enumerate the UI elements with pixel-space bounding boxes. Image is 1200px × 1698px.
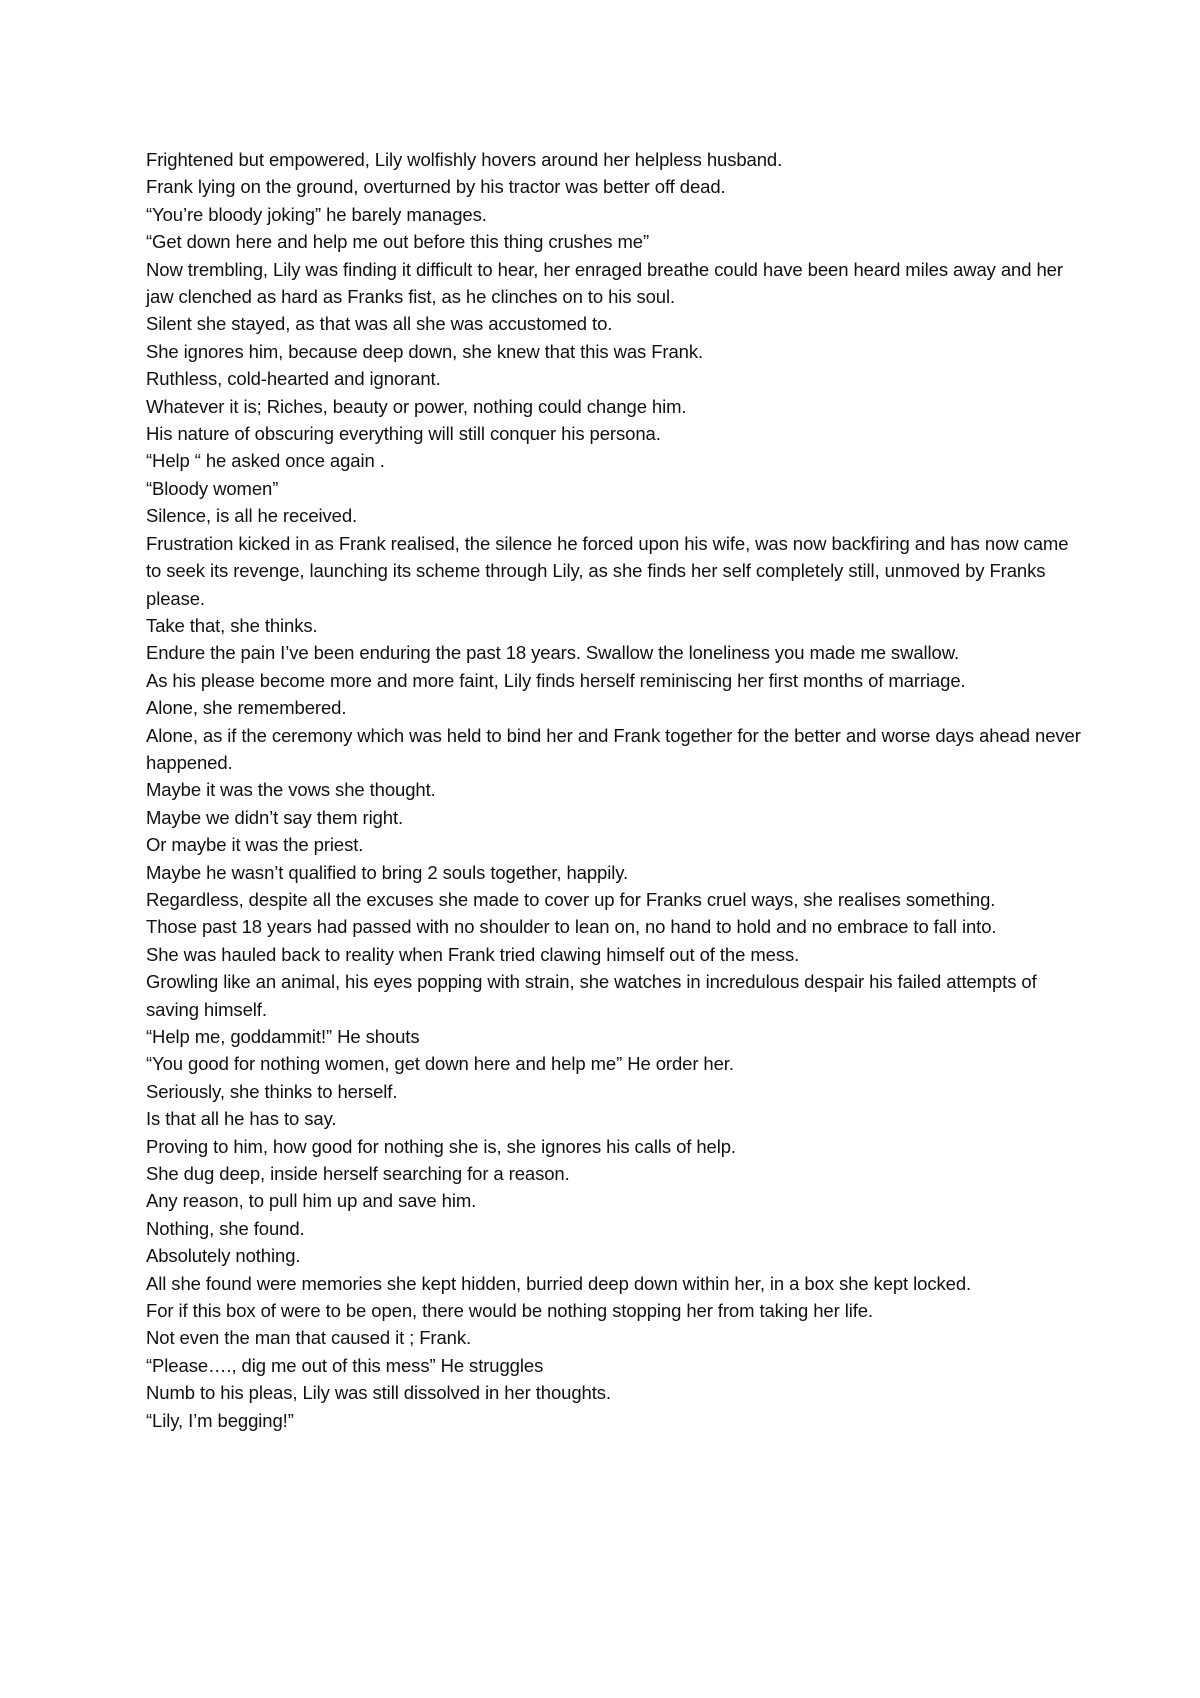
text-line: Proving to him, how good for nothing she is, she ignores his calls of help. <box>146 1135 736 1157</box>
text-line: Absolutely nothing. <box>146 1245 301 1267</box>
text-line: Any reason, to pull him up and save him. <box>146 1190 477 1212</box>
text-line: Frustration kicked in as Frank realised, the silence he forced upon his wife, was now backfiring and has now came to seek its revenge, launching its scheme through Lily, as she finds her self completely still, unmoved by Franks please. <box>146 532 1069 609</box>
text-line: “You’re bloody joking” he barely manages. <box>146 203 487 225</box>
text-line: Growling like an animal, his eyes popping with strain, she watches in incredulous despair his failed attempts of saving himself. <box>146 971 1037 1020</box>
text-line: She dug deep, inside herself searching for a reason. <box>146 1163 570 1185</box>
text-line: Seriously, she thinks to herself. <box>146 1080 398 1102</box>
text-line: Nothing, she found. <box>146 1217 305 1239</box>
text-line: “You good for nothing women, get down here and help me” He order her. <box>146 1053 734 1075</box>
text-line: Silence, is all he received. <box>146 505 358 527</box>
text-line: Maybe we didn’t say them right. <box>146 806 404 828</box>
text-line: Alone, as if the ceremony which was held to bind her and Frank together for the better and worse days ahead never happened. <box>146 724 1081 773</box>
text-line: Whatever it is; Riches, beauty or power, nothing could change him. <box>146 395 687 417</box>
text-line: Maybe he wasn’t qualified to bring 2 souls together, happily. <box>146 861 629 883</box>
text-line: His nature of obscuring everything will still conquer his persona. <box>146 423 661 445</box>
text-line: Alone, she remembered. <box>146 697 347 719</box>
text-line: Silent she stayed, as that was all she was accustomed to. <box>146 313 613 335</box>
text-line: All she found were memories she kept hidden, burried deep down within her, in a box she kept locked. <box>146 1272 972 1294</box>
text-line: “Help me, goddammit!” He shouts <box>146 1026 420 1047</box>
text-line: Maybe it was the vows she thought. <box>146 779 436 801</box>
text-line: Frank lying on the ground, overturned by his tractor was better off dead. <box>146 176 726 198</box>
text-line: Ruthless, cold-hearted and ignorant. <box>146 368 441 390</box>
text-line: “Help “ he asked once again . <box>146 450 385 472</box>
text-line: Frightened but empowered, Lily wolfishly hovers around her helpless husband. <box>146 149 783 170</box>
text-line: For if this box of were to be open, there would be nothing stopping her from taking her life. <box>146 1300 874 1322</box>
text-line: Regardless, despite all the excuses she made to cover up for Franks cruel ways, she realises something. <box>146 888 996 910</box>
text-line: She ignores him, because deep down, she knew that this was Frank. <box>146 340 704 362</box>
text-line: Numb to his pleas, Lily was still dissolved in her thoughts. <box>146 1382 611 1404</box>
text-line: Is that all he has to say. <box>146 1108 337 1130</box>
text-line: As his please become more and more faint, Lily finds herself reminiscing her first months of marriage. <box>146 669 966 691</box>
text-line: Now trembling, Lily was finding it difficult to hear, her enraged breathe could have been heard miles away and her jaw clenched as hard as Franks fist, as he clinches on to his soul. <box>146 258 1063 308</box>
text-line: Those past 18 years had passed with no shoulder to lean on, no hand to hold and no embrace to fall into. <box>146 916 997 938</box>
text-line: “Get down here and help me out before this thing crushes me” <box>146 231 650 253</box>
text-line: Or maybe it was the priest. <box>146 834 364 856</box>
text-line: Not even the man that caused it ; Frank. <box>146 1327 472 1349</box>
story-text <box>146 146 1086 1434</box>
text-line: “Bloody women” <box>146 477 279 499</box>
text-line: She was hauled back to reality when Frank tried clawing himself out of the mess. <box>146 943 800 965</box>
text-line: “Lily, I’m begging!” <box>146 1409 294 1431</box>
text-line: Take that, she thinks. <box>146 614 318 636</box>
text-line: “Please…., dig me out of this mess” He struggles <box>146 1354 544 1376</box>
text-line: Endure the pain I’ve been enduring the past 18 years. Swallow the loneliness you made me swallow. <box>146 642 960 664</box>
